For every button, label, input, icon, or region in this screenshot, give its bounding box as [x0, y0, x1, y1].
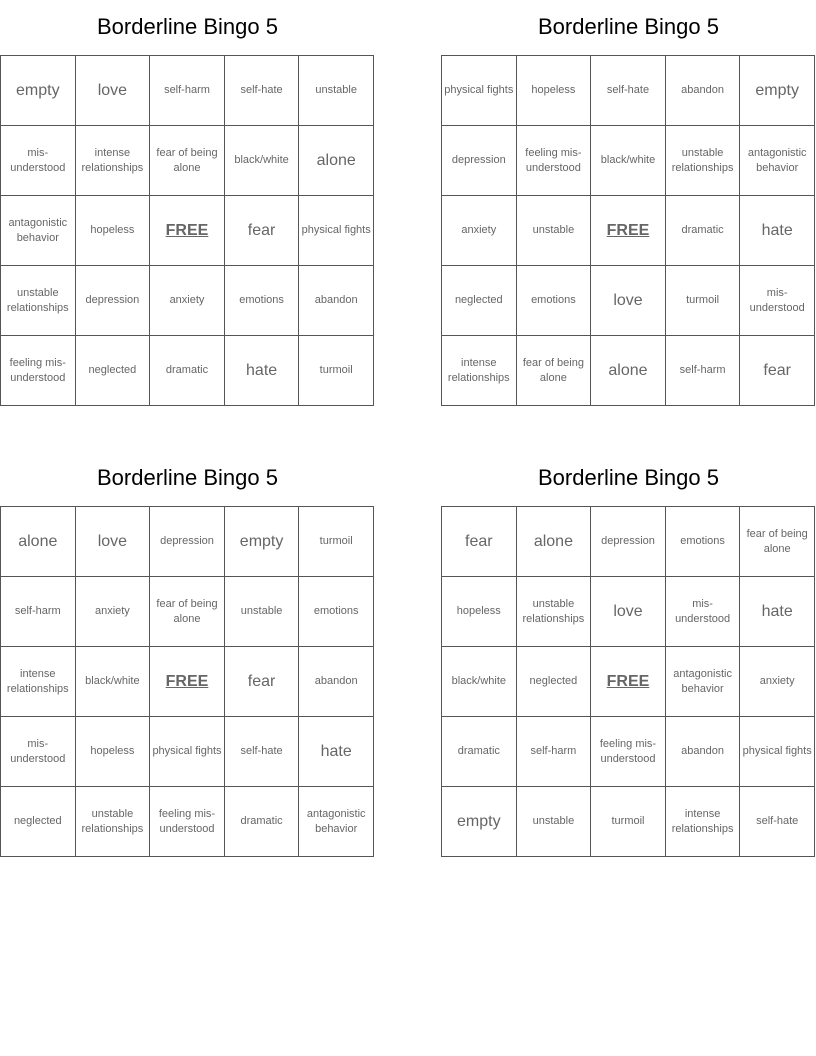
- bingo-cell: intense relationships: [76, 126, 151, 196]
- bingo-cell: black/white: [442, 647, 517, 717]
- bingo-cell: self-hate: [591, 56, 666, 126]
- bingo-cell: feeling mis- understood: [591, 717, 666, 787]
- bingo-cell: empty: [1, 56, 76, 126]
- bingo-cell: empty: [740, 56, 815, 126]
- bingo-cell: self-harm: [1, 577, 76, 647]
- bingo-cell: empty: [442, 787, 517, 857]
- bingo-cell: feeling mis- understood: [1, 336, 76, 406]
- bingo-cell: self-hate: [225, 717, 300, 787]
- bingo-cell: antagonistic behavior: [1, 196, 76, 266]
- bingo-cell: love: [76, 56, 151, 126]
- bingo-cell: mis- understood: [666, 577, 741, 647]
- bingo-cell: fear: [442, 507, 517, 577]
- free-space-cell: FREE: [150, 647, 225, 717]
- bingo-grid: [0, 506, 374, 857]
- bingo-grid: [441, 55, 815, 406]
- bingo-cell: intense relationships: [1, 647, 76, 717]
- bingo-cell: anxiety: [150, 266, 225, 336]
- free-space-cell: FREE: [150, 196, 225, 266]
- bingo-cell: self-hate: [740, 787, 815, 857]
- bingo-cell: physical fights: [150, 717, 225, 787]
- bingo-cell: neglected: [442, 266, 517, 336]
- bingo-cell: love: [591, 266, 666, 336]
- bingo-cell: emotions: [666, 507, 741, 577]
- bingo-cell: physical fights: [442, 56, 517, 126]
- card-title: Borderline Bingo 5: [96, 465, 278, 490]
- free-space-cell: FREE: [591, 647, 666, 717]
- bingo-cell: hopeless: [517, 56, 592, 126]
- bingo-card-1: [0, 0, 375, 406]
- bingo-cell: alone: [1, 507, 76, 577]
- bingo-cell: anxiety: [740, 647, 815, 717]
- bingo-cell: hopeless: [76, 717, 151, 787]
- bingo-cell: alone: [299, 126, 374, 196]
- bingo-cell: unstable: [517, 196, 592, 266]
- bingo-cell: emotions: [517, 266, 592, 336]
- bingo-cell: mis- understood: [1, 126, 76, 196]
- bingo-cell: fear of being alone: [150, 577, 225, 647]
- bingo-cell: antagonistic behavior: [299, 787, 374, 857]
- bingo-grid: [441, 506, 815, 857]
- card-title: Borderline Bingo 5: [537, 465, 719, 490]
- bingo-cell: alone: [591, 336, 666, 406]
- bingo-cell: neglected: [76, 336, 151, 406]
- bingo-cell: antagonistic behavior: [666, 647, 741, 717]
- bingo-card-3: [0, 451, 375, 857]
- bingo-cell: anxiety: [442, 196, 517, 266]
- bingo-cell: depression: [442, 126, 517, 196]
- bingo-cell: fear of being alone: [517, 336, 592, 406]
- bingo-cell: hate: [740, 577, 815, 647]
- bingo-cell: abandon: [666, 56, 741, 126]
- bingo-cell: unstable relationships: [1, 266, 76, 336]
- bingo-cell: physical fights: [299, 196, 374, 266]
- bingo-cell: neglected: [1, 787, 76, 857]
- card-title: Borderline Bingo 5: [537, 14, 719, 39]
- bingo-cell: depression: [150, 507, 225, 577]
- bingo-cell: self-harm: [150, 56, 225, 126]
- bingo-grid: [0, 55, 374, 406]
- bingo-cell: fear: [225, 196, 300, 266]
- bingo-cell: neglected: [517, 647, 592, 717]
- bingo-cell: fear: [225, 647, 300, 717]
- bingo-cell: dramatic: [225, 787, 300, 857]
- bingo-cell: love: [76, 507, 151, 577]
- bingo-cell: anxiety: [76, 577, 151, 647]
- bingo-cell: feeling mis- understood: [517, 126, 592, 196]
- bingo-cell: emotions: [225, 266, 300, 336]
- bingo-cell: hopeless: [76, 196, 151, 266]
- bingo-cell: hate: [740, 196, 815, 266]
- bingo-cell: black/white: [591, 126, 666, 196]
- bingo-cell: empty: [225, 507, 300, 577]
- bingo-cell: hate: [225, 336, 300, 406]
- bingo-cell: dramatic: [666, 196, 741, 266]
- bingo-cell: depression: [76, 266, 151, 336]
- bingo-cell: depression: [591, 507, 666, 577]
- bingo-cell: black/white: [225, 126, 300, 196]
- bingo-cell: mis- understood: [1, 717, 76, 787]
- bingo-cell: love: [591, 577, 666, 647]
- bingo-cell: hate: [299, 717, 374, 787]
- bingo-cell: turmoil: [666, 266, 741, 336]
- card-title: Borderline Bingo 5: [96, 14, 278, 39]
- bingo-cell: unstable: [299, 56, 374, 126]
- bingo-cell: fear of being alone: [740, 507, 815, 577]
- bingo-cell: abandon: [299, 647, 374, 717]
- bingo-cell: turmoil: [299, 507, 374, 577]
- bingo-cell: dramatic: [442, 717, 517, 787]
- bingo-cell: fear: [740, 336, 815, 406]
- bingo-cell: abandon: [299, 266, 374, 336]
- bingo-cell: abandon: [666, 717, 741, 787]
- bingo-card-2: [441, 0, 816, 406]
- bingo-cell: unstable relationships: [76, 787, 151, 857]
- bingo-cell: unstable relationships: [666, 126, 741, 196]
- bingo-cell: physical fights: [740, 717, 815, 787]
- free-space-cell: FREE: [591, 196, 666, 266]
- bingo-cell: turmoil: [299, 336, 374, 406]
- bingo-cell: self-hate: [225, 56, 300, 126]
- bingo-cell: intense relationships: [442, 336, 517, 406]
- bingo-cell: unstable: [517, 787, 592, 857]
- bingo-cell: alone: [517, 507, 592, 577]
- bingo-cell: self-harm: [517, 717, 592, 787]
- bingo-cell: unstable: [225, 577, 300, 647]
- bingo-cell: dramatic: [150, 336, 225, 406]
- bingo-cell: intense relationships: [666, 787, 741, 857]
- bingo-cell: mis- understood: [740, 266, 815, 336]
- bingo-cell: unstable relationships: [517, 577, 592, 647]
- bingo-cell: hopeless: [442, 577, 517, 647]
- bingo-cell: black/white: [76, 647, 151, 717]
- bingo-cell: fear of being alone: [150, 126, 225, 196]
- bingo-card-4: [441, 451, 816, 857]
- bingo-cell: antagonistic behavior: [740, 126, 815, 196]
- bingo-cell: turmoil: [591, 787, 666, 857]
- bingo-cell: self-harm: [666, 336, 741, 406]
- bingo-cell: emotions: [299, 577, 374, 647]
- bingo-cell: feeling mis- understood: [150, 787, 225, 857]
